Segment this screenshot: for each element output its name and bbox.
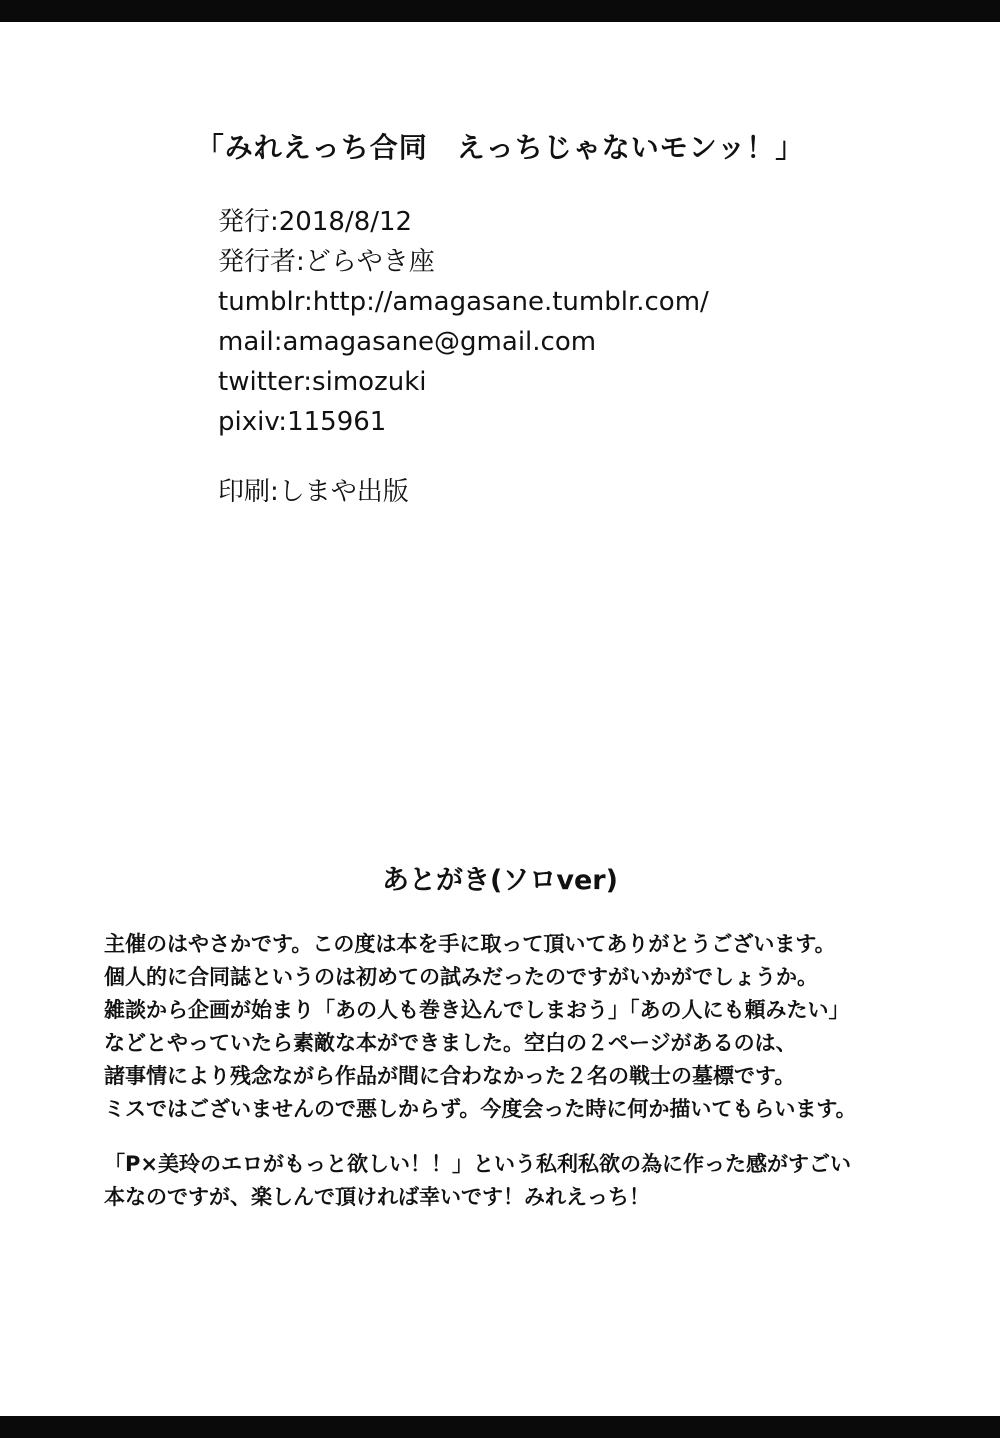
bottom-scan-border bbox=[0, 1416, 1000, 1438]
paragraph-gap bbox=[104, 1126, 984, 1148]
printer: 印刷:しまや出版 bbox=[218, 477, 409, 507]
pixiv-id: pixiv:115961 bbox=[218, 407, 387, 437]
afterword-line: 主催のはやさかです。この度は本を手に取って頂いてありがとうございます。 bbox=[104, 932, 836, 956]
afterword-line: 本なのですが、楽しんで頂ければ幸いです！みれえっち！ bbox=[104, 1185, 650, 1209]
afterword-line: 「P×美玲のエロがもっと欲しい！！」という私利私欲の為に作った感がすごい bbox=[104, 1152, 851, 1176]
tumblr-link: tumblr:http://amagasane.tumblr.com/ bbox=[218, 287, 709, 317]
colophon bbox=[218, 202, 709, 512]
publish-date: 発行:2018/8/12 bbox=[218, 207, 413, 237]
book-title: 「みれえっち合同 えっちじゃないモンッ！」 bbox=[195, 131, 805, 164]
afterword-line: ミスではございませんので悪しからず。今度会った時に何か描いてもらいます。 bbox=[104, 1097, 857, 1121]
twitter-handle: twitter:simozuki bbox=[218, 367, 427, 397]
mail-address: mail:amagasane@gmail.com bbox=[218, 327, 597, 357]
afterword-line: 雑談から企画が始まり「あの人も巻き込んでしまおう」「あの人にも頼みたい」 bbox=[104, 998, 850, 1022]
afterword-line: 個人的に合同誌というのは初めての試みだったのですがいかがでしょうか。 bbox=[104, 965, 818, 989]
afterword-line: 諸事情により残念ながら作品が間に合わなかった２名の戦士の墓標です。 bbox=[104, 1064, 796, 1088]
afterword-body bbox=[104, 928, 984, 1214]
top-scan-border bbox=[0, 0, 1000, 22]
afterword-heading: あとがき(ソロver) bbox=[382, 865, 618, 896]
publisher: 発行者:どらやき座 bbox=[218, 247, 435, 277]
afterword-line: などとやっていたら素敵な本ができました。空白の２ページがあるのは、 bbox=[104, 1031, 797, 1055]
